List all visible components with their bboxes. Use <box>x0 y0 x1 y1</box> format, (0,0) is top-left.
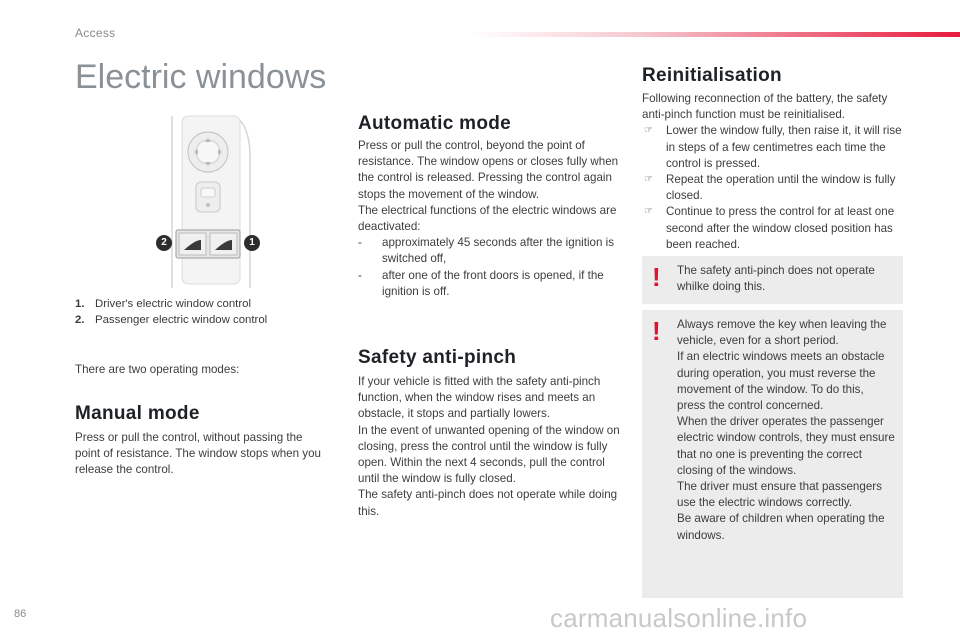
deactivation-list <box>358 235 620 300</box>
dash-marker: - <box>358 236 362 250</box>
figure-legend <box>75 296 335 328</box>
list-item <box>642 204 904 253</box>
anti-pinch-paragraph: If your vehicle is fitted with the safety anti-pinch function, when the window rises and meets an obstacle, it stops and partially lowers. <box>358 375 601 421</box>
warning-paragraph: When the driver operates the passenger electric window controls, they must ensure that no one is preventing the correct closing of the windows. <box>677 415 895 477</box>
legend-number: 2. <box>75 314 85 326</box>
legend-text: Driver's electric window control <box>95 298 251 310</box>
header-accent-bar <box>470 32 960 37</box>
legend-item <box>75 296 335 312</box>
warning-box <box>642 310 903 598</box>
window-control-illustration <box>160 112 260 290</box>
warning-box <box>642 256 903 304</box>
anti-pinch-text <box>358 374 622 520</box>
intro-text: There are two operating modes: <box>75 363 240 376</box>
warning-text: The safety anti-pinch does not operate whilke doing this. <box>677 264 875 294</box>
list-item-text: after one of the front doors is opened, if the ignition is off. <box>382 268 604 298</box>
anti-pinch-paragraph: The safety anti-pinch does not operate while doing this. <box>358 488 618 518</box>
automatic-mode-text <box>358 138 620 300</box>
dash-marker: - <box>358 268 362 282</box>
legend-item <box>75 312 335 328</box>
warning-paragraph: Always remove the key when leaving the vehicle, even for a short period. <box>677 318 887 348</box>
page-title: Electric windows <box>75 58 327 96</box>
anti-pinch-heading: Safety anti-pinch <box>358 347 517 368</box>
section-label: Access <box>75 26 116 40</box>
reinit-steps <box>642 123 904 253</box>
hand-pointer-icon: ☞ <box>644 174 653 186</box>
legend-number: 1. <box>75 298 85 310</box>
reinitialisation-text <box>642 91 904 253</box>
list-item <box>358 268 620 300</box>
automatic-paragraph: The electrical functions of the electric windows are deactivated: <box>358 203 617 234</box>
hand-pointer-icon: ☞ <box>644 125 653 137</box>
badge-1: 1 <box>244 235 260 251</box>
warning-text <box>677 317 895 544</box>
hand-pointer-icon: ☞ <box>644 206 653 218</box>
warning-icon: ! <box>652 316 661 346</box>
manual-mode-heading: Manual mode <box>75 403 200 424</box>
badge-2: 2 <box>156 235 172 251</box>
manual-mode-text: Press or pull the control, without passing the point of resistance. The window stops when you release the control. <box>75 431 321 477</box>
watermark: carmanualsonline.info <box>550 603 808 633</box>
page-number: 86 <box>14 608 27 620</box>
anti-pinch-paragraph: In the event of unwanted opening of the window on closing, press the control until the window is fully open. Within the next 4 seconds, pull the control until the window is fully closed. <box>358 423 620 486</box>
list-item <box>642 172 904 204</box>
automatic-paragraph: Press or pull the control, beyond the point of resistance. The window opens or closes fully when the control is released. Pressing the control again stops the movement of the window. <box>358 139 619 201</box>
reinit-intro: Following reconnection of the battery, the safety anti-pinch function must be reinitialised. <box>642 92 888 122</box>
automatic-mode-heading: Automatic mode <box>358 113 512 134</box>
reinitialisation-heading: Reinitialisation <box>642 65 782 86</box>
warning-paragraph: If an electric windows meets an obstacle during operation, you must reverse the movement of the window. To do this, press the control concerned. <box>677 350 885 413</box>
warning-paragraph: Be aware of children when operating the windows. <box>677 512 885 542</box>
list-item-text: Lower the window fully, then raise it, it will rise in steps of a few centimetres each time the control is pressed. <box>666 124 902 170</box>
warning-paragraph: The driver must ensure that passengers use the electric windows correctly. <box>677 480 882 510</box>
list-item-text: approximately 45 seconds after the ignition is switched off, <box>382 236 615 266</box>
warning-icon: ! <box>652 262 661 292</box>
list-item-text: Continue to press the control for at least one second after the window closed position has been reached. <box>666 205 895 251</box>
legend-text: Passenger electric window control <box>95 314 268 326</box>
list-item <box>358 235 620 267</box>
list-item-text: Repeat the operation until the window is fully closed. <box>666 173 896 203</box>
list-item <box>642 123 904 172</box>
